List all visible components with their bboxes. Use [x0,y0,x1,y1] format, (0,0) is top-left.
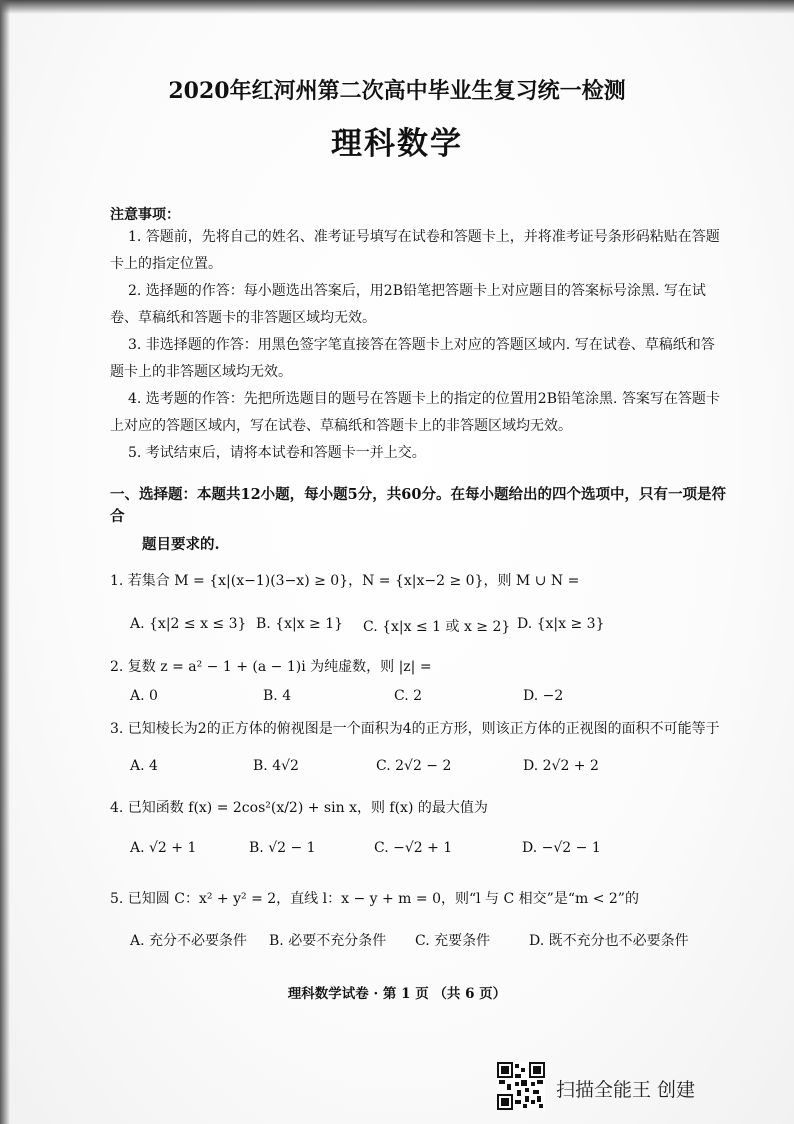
option-d: D. −2 [523,688,564,704]
question-1 [110,570,730,590]
question-1-options [130,616,730,636]
question-stem: 4. 已知函数 f(x) = 2cos²(x/2) + sin x，则 f(x) 的最大值为 [110,800,488,816]
option-a: A. √2 + 1 [130,840,197,856]
scanner-brand-label: 扫描全能王 创建 [556,1079,696,1101]
question-3-options [130,758,730,778]
question-stem: 1. 若集合 M = {x|(x−1)(3−x) ≥ 0}，N = {x|x−2 ≥ 0}，则 M ∪ N = [110,573,580,589]
option-a: A. 0 [130,688,158,704]
option-d: D. −√2 − 1 [522,840,601,856]
option-b: B. 必要不充分条件 [269,933,387,949]
option-c: C. −√2 + 1 [374,840,453,856]
option-c: C. 充要条件 [415,933,491,949]
option-a: A. {x|2 ≤ x ≤ 3} [130,616,247,632]
scan-left-shadow [0,0,10,1124]
note-item: 3. 非选择题的作答：用黑色签字笔直接答在答题卡上对应的答题区域内. 写在试卷、草稿纸和答题卡上的非答题区域均无效。 [110,337,715,380]
question-5 [110,888,730,908]
page-footer: 理科数学试卷 · 第 1 页 （共 6 页） [287,986,507,1002]
question-2 [110,656,730,676]
note-item: 2. 选择题的作答：每小题选出答案后，用2B铅笔把答题卡上对应题目的答案标号涂黑. 写在试卷、草稿纸和答题卡的非答题区域均无效。 [110,283,706,326]
notes-heading: 注意事项： [110,207,180,223]
question-stem: 2. 复数 z = a² − 1 + (a − 1)i 为纯虚数，则 |z| = [110,659,432,675]
scan-top-shadow [0,0,794,14]
exam-title: 2020年红河州第二次高中毕业生复习统一检测 [168,78,626,104]
note-item: 1. 答题前，先将自己的姓名、准考证号填写在试卷和答题卡上，并将准考证号条形码粘贴在答题卡上的指定位置。 [110,229,720,272]
option-d: D. {x|x ≥ 3} [517,616,605,632]
note-item: 4. 选考题的作答：先把所选题目的题号在答题卡上的指定的位置用2B铅笔涂黑. 答案写在答题卡上对应的答题区域内，写在试卷、草稿纸和答题卡上的非答题区域均无效。 [110,391,720,434]
option-b: B. √2 − 1 [249,840,316,856]
option-d: D. 既不充分也不必要条件 [529,933,689,949]
qr-code-icon [497,1062,545,1110]
question-5-options [130,930,730,950]
note-item: 5. 考试结束后，请将本试卷和答题卡一并上交。 [128,445,426,461]
option-c: C. {x|x ≤ 1 或 x ≥ 2} [363,619,511,635]
question-stem: 3. 已知棱长为2的正方体的俯视图是一个面积为4的正方形，则该正方体的正视图的面积不可能等于 [110,721,720,737]
question-4-options [130,840,730,860]
notes-list [110,224,720,467]
option-a: A. 充分不必要条件 [130,933,248,949]
question-4 [110,797,730,817]
option-b: B. 4√2 [253,758,299,774]
option-b: B. {x|x ≥ 1} [256,616,344,632]
option-c: C. 2 [394,688,423,704]
question-3 [110,718,730,738]
section-heading: 一、选择题：本题共12小题，每小题5分，共60分。在每小题给出的四个选项中，只有一项是符合 [110,486,726,525]
section-heading-continued: 题目要求的. [142,536,220,553]
option-c: C. 2√2 − 2 [376,758,452,774]
option-b: B. 4 [263,688,292,704]
option-a: A. 4 [130,758,158,774]
question-2-options [130,688,730,708]
exam-subject: 理科数学 [331,126,463,162]
option-d: D. 2√2 + 2 [523,758,599,774]
question-stem: 5. 已知圆 C：x² + y² = 2，直线 l：x − y + m = 0，则“l 与 C 相交”是“m < 2”的 [110,891,639,907]
